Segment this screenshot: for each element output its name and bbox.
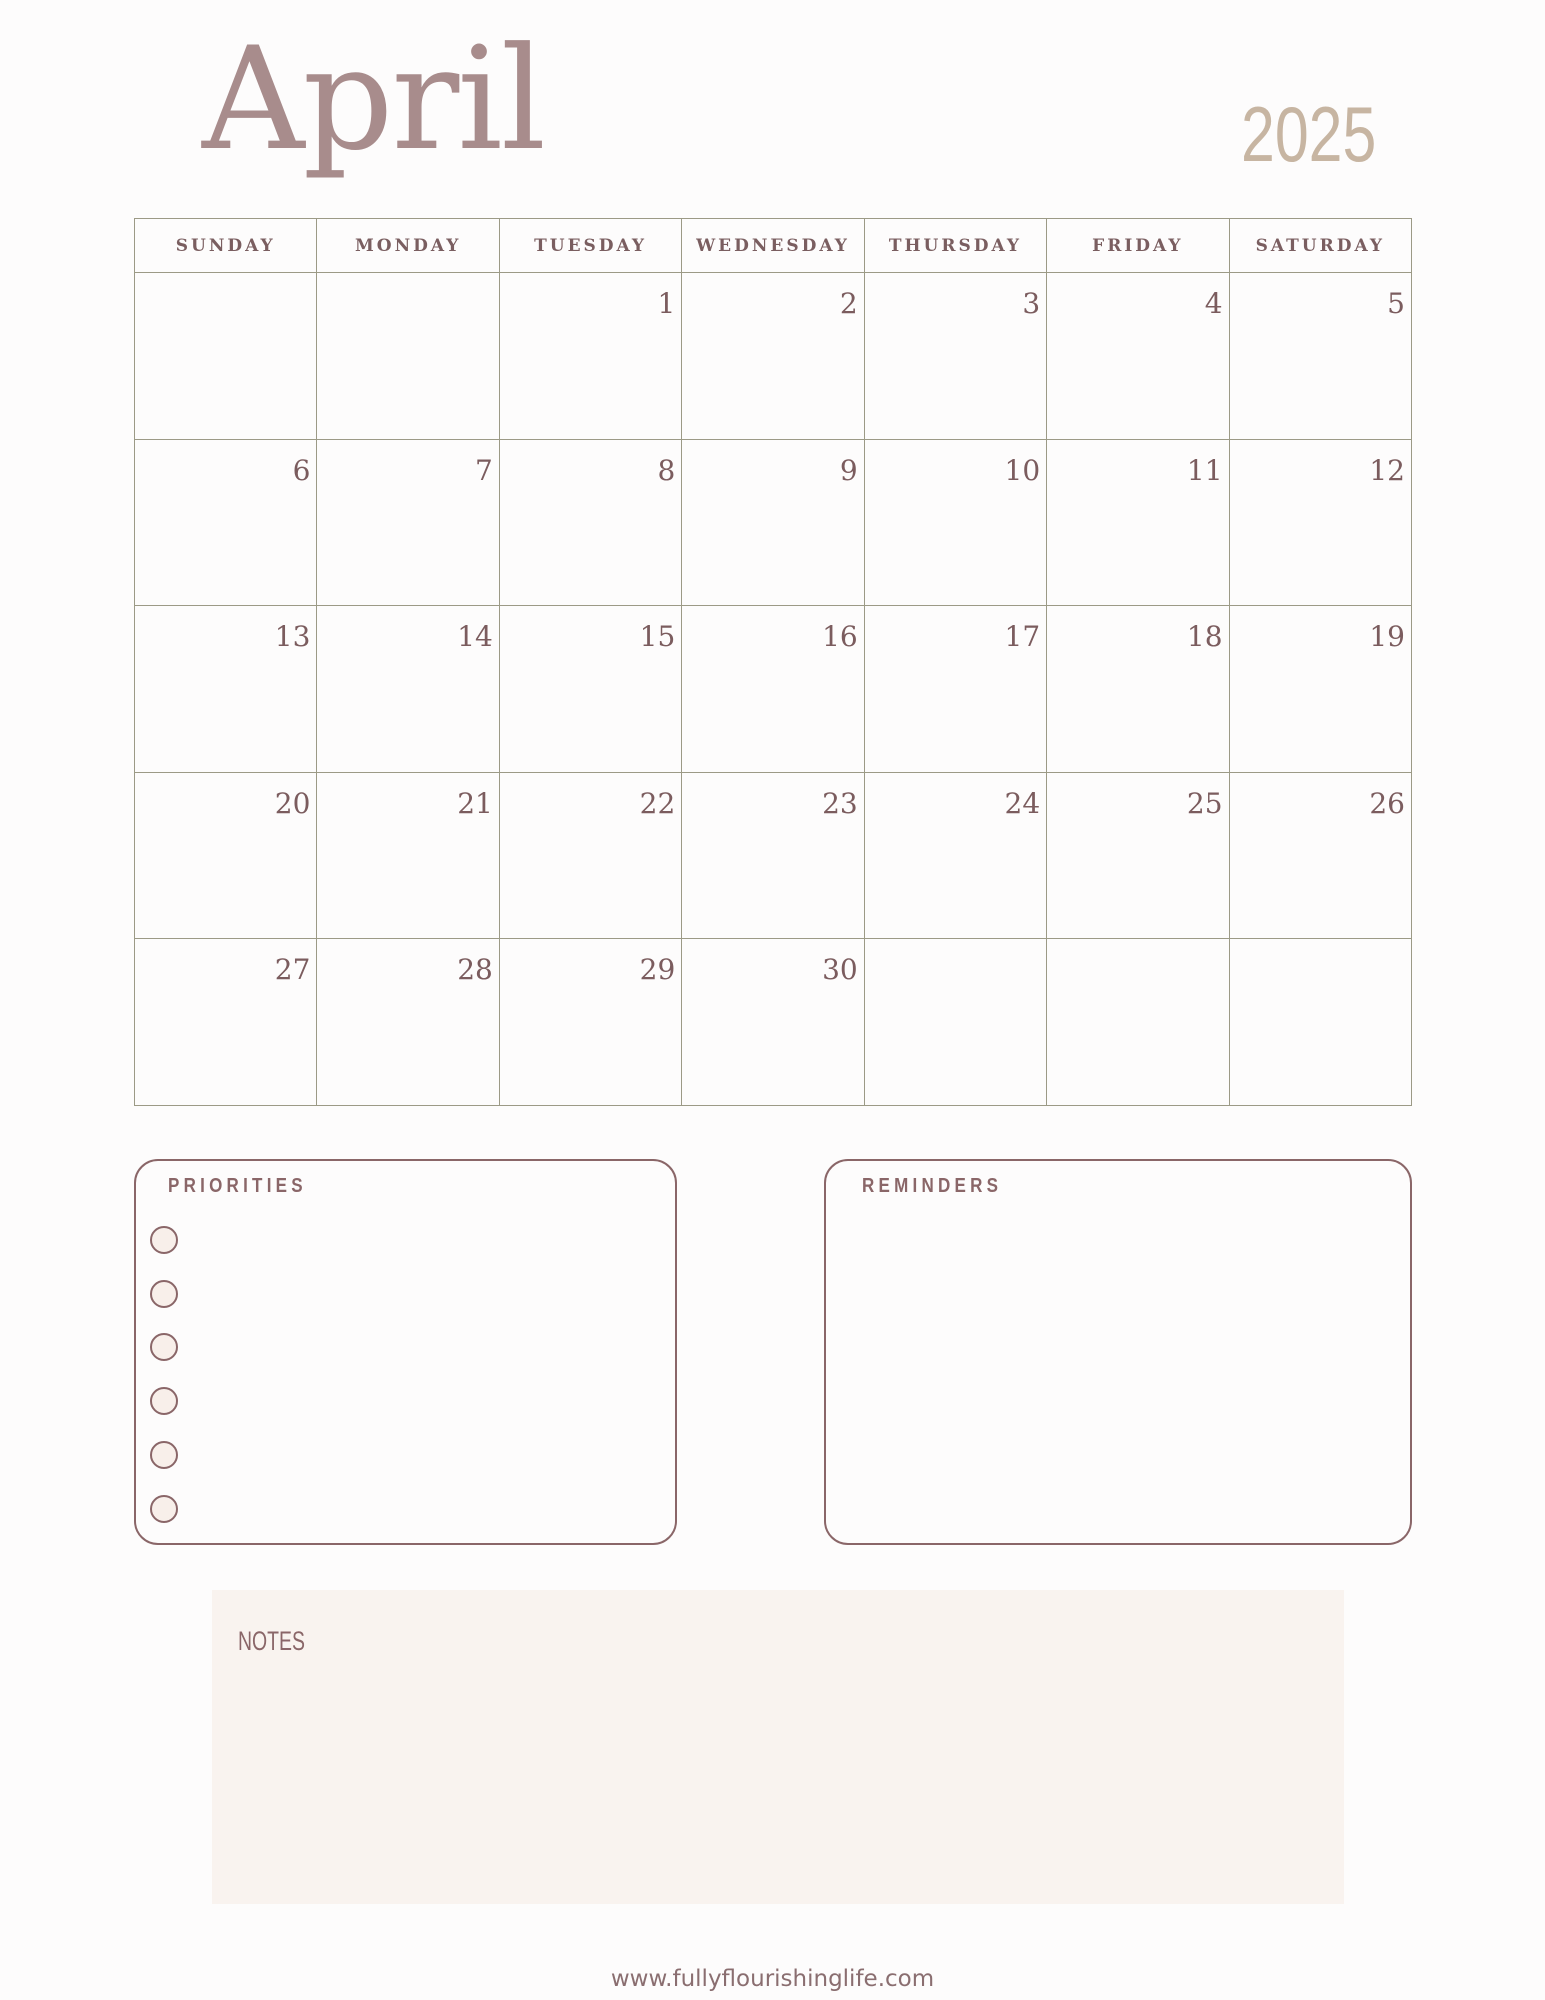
day-number: 17 bbox=[1004, 620, 1041, 654]
day-cell[interactable] bbox=[317, 939, 499, 1106]
day-number: 27 bbox=[274, 953, 311, 987]
weekday-header: SUNDAY bbox=[135, 219, 317, 273]
day-cell[interactable] bbox=[135, 273, 317, 440]
day-number: 13 bbox=[274, 620, 311, 654]
priority-checkbox[interactable] bbox=[150, 1280, 178, 1308]
day-number: 11 bbox=[1186, 453, 1223, 487]
day-cell[interactable] bbox=[1230, 939, 1412, 1106]
priorities-label: PRIORITIES bbox=[168, 1175, 307, 1197]
day-number: 5 bbox=[1387, 287, 1405, 320]
day-number: 18 bbox=[1186, 620, 1223, 654]
day-cell[interactable] bbox=[682, 606, 864, 773]
day-cell[interactable] bbox=[135, 939, 317, 1106]
day-cell[interactable] bbox=[500, 273, 682, 440]
calendar-grid bbox=[134, 218, 1412, 1106]
day-number: 29 bbox=[639, 953, 676, 987]
notes-area[interactable] bbox=[212, 1590, 1344, 1904]
reminders-box[interactable] bbox=[824, 1159, 1412, 1545]
priority-checkbox[interactable] bbox=[150, 1441, 178, 1469]
day-number: 10 bbox=[1004, 453, 1041, 487]
day-cell[interactable] bbox=[1230, 273, 1412, 440]
weekday-header: FRIDAY bbox=[1047, 219, 1229, 273]
day-number: 6 bbox=[292, 453, 311, 487]
day-cell[interactable] bbox=[135, 773, 317, 940]
priority-checkbox[interactable] bbox=[150, 1387, 178, 1415]
day-number: 12 bbox=[1369, 453, 1405, 487]
month-title: April bbox=[202, 17, 545, 182]
day-number: 15 bbox=[639, 620, 676, 654]
day-cell[interactable] bbox=[500, 606, 682, 773]
notes-label: NOTES bbox=[238, 1626, 305, 1656]
year-label: 2025 bbox=[1241, 90, 1377, 178]
day-cell[interactable] bbox=[500, 440, 682, 607]
day-number: 2 bbox=[839, 287, 858, 320]
day-cell[interactable] bbox=[865, 773, 1047, 940]
day-number: 8 bbox=[657, 453, 676, 487]
day-cell[interactable] bbox=[682, 773, 864, 940]
reminders-label: REMINDERS bbox=[862, 1175, 1003, 1197]
day-number: 23 bbox=[822, 786, 858, 820]
day-cell[interactable] bbox=[317, 773, 499, 940]
day-cell[interactable] bbox=[865, 939, 1047, 1106]
day-number: 9 bbox=[839, 453, 858, 487]
day-number: 28 bbox=[457, 953, 493, 987]
day-cell[interactable] bbox=[317, 606, 499, 773]
day-cell[interactable] bbox=[1047, 606, 1229, 773]
day-number: 3 bbox=[1022, 287, 1041, 320]
weekday-header: MONDAY bbox=[317, 219, 499, 273]
day-cell[interactable] bbox=[1047, 273, 1229, 440]
weekday-header: TUESDAY bbox=[500, 219, 682, 273]
day-cell[interactable] bbox=[682, 939, 864, 1106]
day-cell[interactable] bbox=[500, 939, 682, 1106]
day-cell[interactable] bbox=[1047, 773, 1229, 940]
weekday-header: SATURDAY bbox=[1230, 219, 1412, 273]
day-number: 21 bbox=[457, 786, 493, 820]
day-number: 30 bbox=[822, 953, 858, 987]
day-number: 14 bbox=[457, 620, 493, 654]
day-cell[interactable] bbox=[865, 440, 1047, 607]
day-number: 22 bbox=[639, 786, 676, 820]
weekday-header: THURSDAY bbox=[865, 219, 1047, 273]
day-number: 19 bbox=[1369, 620, 1405, 654]
weekday-header: WEDNESDAY bbox=[682, 219, 864, 273]
day-cell[interactable] bbox=[1230, 773, 1412, 940]
day-number: 26 bbox=[1369, 786, 1405, 820]
priorities-box bbox=[134, 1159, 677, 1545]
day-cell[interactable] bbox=[317, 273, 499, 440]
day-cell[interactable] bbox=[682, 440, 864, 607]
day-cell[interactable] bbox=[682, 273, 864, 440]
day-cell[interactable] bbox=[135, 606, 317, 773]
day-number: 20 bbox=[274, 786, 311, 820]
day-number: 16 bbox=[822, 620, 858, 654]
day-cell[interactable] bbox=[500, 773, 682, 940]
day-cell[interactable] bbox=[865, 606, 1047, 773]
day-cell[interactable] bbox=[1047, 440, 1229, 607]
day-cell[interactable] bbox=[135, 440, 317, 607]
day-number: 1 bbox=[657, 287, 676, 320]
priority-checkbox[interactable] bbox=[150, 1333, 178, 1361]
day-cell[interactable] bbox=[1047, 939, 1229, 1106]
day-number: 4 bbox=[1204, 287, 1223, 320]
day-cell[interactable] bbox=[865, 273, 1047, 440]
priority-checkbox[interactable] bbox=[150, 1495, 178, 1523]
priority-checkbox[interactable] bbox=[150, 1226, 178, 1254]
day-number: 24 bbox=[1004, 786, 1041, 820]
day-cell[interactable] bbox=[1230, 606, 1412, 773]
day-cell[interactable] bbox=[1230, 440, 1412, 607]
day-cell[interactable] bbox=[317, 440, 499, 607]
footer-url: www.fullyflourishinglife.com bbox=[610, 1966, 935, 1992]
day-number: 25 bbox=[1186, 786, 1223, 820]
day-number: 7 bbox=[475, 453, 493, 487]
